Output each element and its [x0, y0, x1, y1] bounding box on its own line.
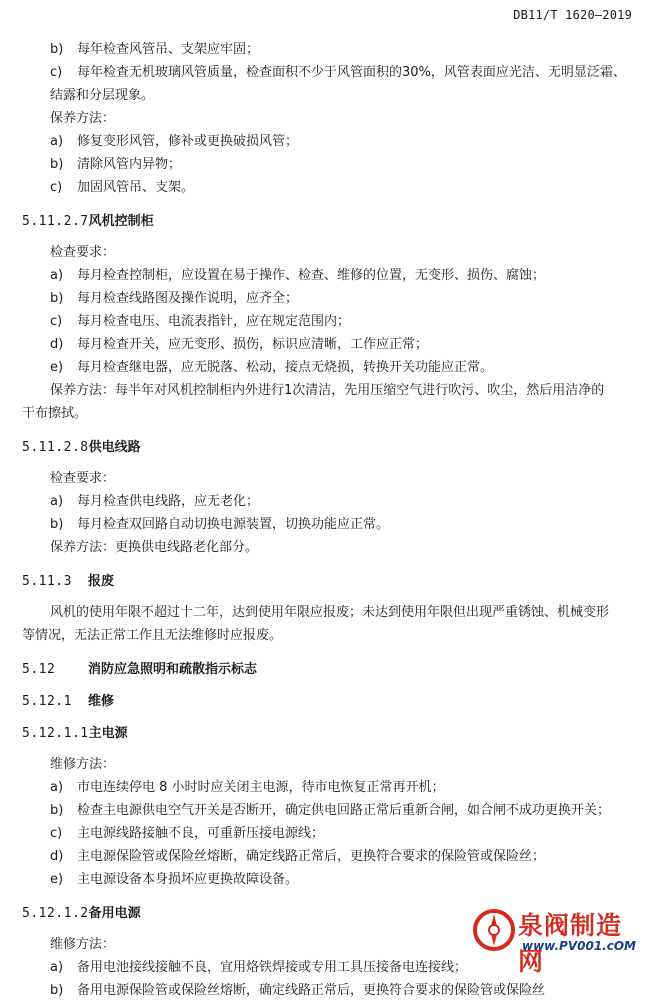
section-number: 5.12.1	[22, 694, 72, 709]
list-item	[0, 61, 650, 84]
section-number: 5.11.3	[22, 574, 72, 589]
list-item	[0, 776, 650, 799]
spacer	[0, 425, 650, 435]
list-item-text: 每月检查控制柜，应设置在易于操作、检查、维修的位置，无变形、损伤、腐蚀；	[77, 268, 546, 283]
list-item-marker: d)	[50, 849, 64, 864]
spacer	[0, 891, 650, 901]
section-heading	[0, 209, 650, 235]
list-item-text: 修复变形风管，修补或更换破损风管；	[77, 134, 299, 149]
list-item-marker: a)	[50, 494, 64, 509]
list-item-marker: a)	[50, 134, 64, 149]
list-item	[0, 822, 650, 845]
paragraph-line: 检查要求：	[50, 245, 116, 260]
list-item-text: 主电源设备本身损坏应更换故障设备。	[77, 872, 299, 887]
paragraph-line: 保养方法：	[50, 111, 116, 126]
list-item-text: 市电连续停电 8 小时时应关闭主电源，待市电恢复正常再开机；	[77, 780, 445, 795]
section-number: 5.12	[22, 662, 56, 677]
list-item	[0, 513, 650, 536]
list-item	[0, 130, 650, 153]
section-heading	[0, 721, 650, 747]
watermark-logo-icon	[472, 908, 516, 952]
section-title: 维修	[88, 694, 115, 709]
list-item	[0, 490, 650, 513]
list-item	[0, 264, 650, 287]
list-item-marker: c)	[50, 180, 63, 195]
list-item-marker: a)	[50, 268, 64, 283]
paragraph-continuation: 等情况，无法正常工作且无法维修时应报废。	[22, 628, 283, 643]
list-item-text: 每月检查电压、电流表指针，应在规定范围内；	[77, 314, 351, 329]
section-number: 5.11.2.8	[22, 440, 89, 455]
list-item	[0, 176, 650, 199]
list-item-text: 每月检查线路图及操作说明，应齐全；	[77, 291, 299, 306]
list-item	[0, 356, 650, 379]
section-title: 供电线路	[88, 440, 141, 455]
section-title: 主电源	[88, 726, 128, 741]
section-heading	[0, 657, 650, 683]
document-code: DB11/T 1620—2019	[513, 8, 632, 22]
list-item-text: 每月检查开关，应无变形、损伤，标识应清晰，工作应正常；	[77, 337, 429, 352]
list-item-marker: b)	[50, 983, 64, 998]
list-item-text: 清除风管内异物；	[77, 157, 182, 172]
spacer	[0, 199, 650, 209]
section-title: 消防应急照明和疏散指示标志	[88, 662, 258, 677]
list-item-marker: a)	[50, 780, 64, 795]
list-item-text: 备用电源保险管或保险丝熔断，确定线路正常后，更换符合要求的保险管或保险丝	[77, 983, 546, 998]
spacer	[0, 647, 650, 657]
list-item-marker: e)	[50, 360, 64, 375]
list-item-marker: c)	[50, 826, 63, 841]
section-heading	[0, 569, 650, 595]
document-body	[0, 38, 650, 1002]
list-item-marker: b)	[50, 517, 64, 532]
section-title: 风机控制柜	[88, 214, 154, 229]
list-item	[0, 38, 650, 61]
list-item-text: 每月检查双回路自动切换电源装置，切换功能应正常。	[77, 517, 390, 532]
section-heading	[0, 435, 650, 461]
spacer	[0, 559, 650, 569]
list-item-text: 每月检查供电线路，应无老化；	[77, 494, 260, 509]
list-item-text: 每月检查继电器，应无脱落、松动，接点无烧损，转换开关功能应正常。	[77, 360, 494, 375]
list-item-marker: d)	[50, 337, 64, 352]
section-number: 5.11.2.7	[22, 214, 89, 229]
list-item-marker: a)	[50, 960, 64, 975]
paragraph-line: 维修方法：	[50, 937, 116, 952]
list-item-marker: b)	[50, 291, 64, 306]
list-item-continuation: 结露和分层现象。	[50, 88, 155, 103]
paragraph-continuation: 干布擦拭。	[22, 406, 88, 421]
section-number: 5.12.1.1	[22, 726, 89, 741]
list-item	[0, 868, 650, 891]
list-item-marker: c)	[50, 314, 63, 329]
paragraph-line: 维修方法：	[50, 757, 116, 772]
list-item-text: 备用电池接线接触不良，宜用烙铁焊接或专用工具压接备电连接线；	[77, 960, 468, 975]
paragraph-line: 风机的使用年限不超过十二年，达到使用年限应报废；未达到使用年限但出现严重锈蚀、机械变形	[50, 605, 610, 620]
list-item-text: 每年检查无机玻璃风管质量，检查面积不少于风管面积的30%，风管表面应光洁、无明显泛霜、	[77, 65, 626, 80]
list-item-text: 加固风管吊、支架。	[77, 180, 195, 195]
watermark	[472, 906, 642, 976]
list-item-text: 主电源保险管或保险丝熔断，确定线路正常后，更换符合要求的保险管或保险丝；	[77, 849, 546, 864]
list-item	[0, 287, 650, 310]
list-item-marker: b)	[50, 803, 64, 818]
list-item-text: 检查主电源供电空气开关是否断开，确定供电回路正常后重新合闸，如合闸不成功更换开关；	[77, 803, 611, 818]
paragraph-line: 保养方法：每半年对风机控制柜内外进行1次清洁，先用压缩空气进行吹污、吹尘，然后用洁净的	[50, 383, 605, 398]
section-title: 备用电源	[88, 906, 141, 921]
watermark-site-url: www.PV001.cOM	[522, 939, 636, 953]
section-heading	[0, 689, 650, 715]
list-item-marker: b)	[50, 42, 64, 57]
paragraph-line: 保养方法：更换供电线路老化部分。	[50, 540, 259, 555]
list-item	[0, 799, 650, 822]
list-item	[0, 310, 650, 333]
section-number: 5.12.1.2	[22, 906, 89, 921]
list-item	[0, 845, 650, 868]
section-title: 报废	[88, 574, 115, 589]
list-item-marker: e)	[50, 872, 64, 887]
list-item-marker: c)	[50, 65, 63, 80]
list-item-text: 主电源线路接触不良，可重新压接电源线；	[77, 826, 325, 841]
list-item-marker: b)	[50, 157, 64, 172]
list-item-text: 每年检查风管吊、支架应牢固；	[77, 42, 260, 57]
list-item	[0, 153, 650, 176]
list-item	[0, 333, 650, 356]
paragraph-line: 检查要求：	[50, 471, 116, 486]
watermark-site-name: 泉阀制造网	[518, 911, 623, 976]
list-item	[0, 979, 650, 1002]
